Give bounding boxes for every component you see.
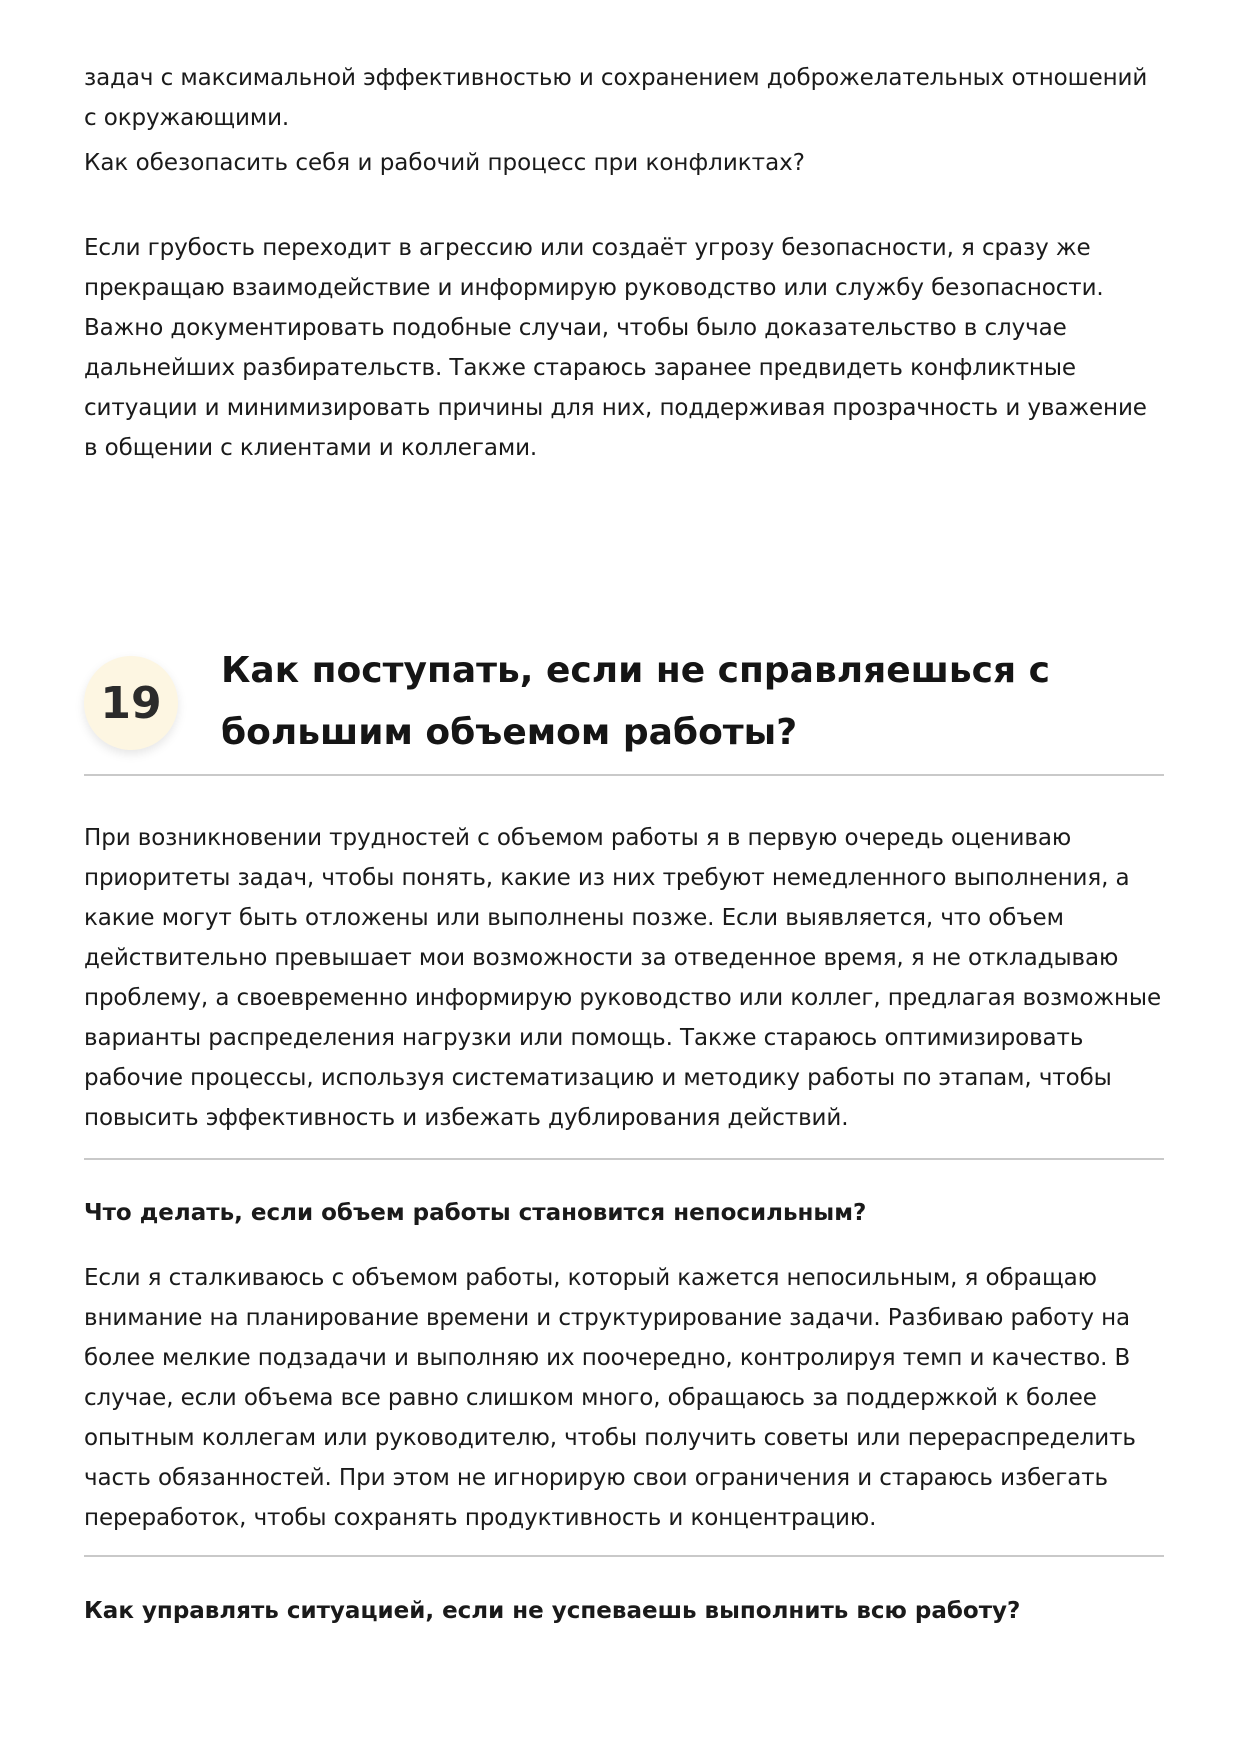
followup-answer: Если я сталкиваюсь с объемом работы, который кажется непосильным, я обращаю внимание на планирование времени и структурирование задачи. Разбиваю работу на более мелкие подзадачи и выполняю их поочередно, контролируя темп и качество. В случае, если объема все равно слишком много, обращаюсь за поддержкой к более опытным коллегам или руководителю, чтобы получить советы или перераспределить часть обязанностей. При этом не игнорирую свои ограничения и стараюсь избегать переработок, чтобы сохранять продуктивность и концентрацию. [84, 1265, 1136, 1531]
intro-question: Как обезопасить себя и рабочий процесс при конфликтах? [84, 150, 805, 176]
divider [84, 1555, 1164, 1557]
intro-block [84, 58, 1164, 138]
section-title: Как поступать, если не справляешься с большим объемом работы? [221, 650, 1050, 753]
intro-answer: Если грубость переходит в агрессию или создаёт угрозу безопасности, я сразу же прекращаю взаимодействие и информирую руководство или службу безопасности. Важно документировать подобные случаи, чтобы было доказательство в случае дальнейших разбирательств. Также стараюсь заранее предвидеть конфликтные ситуации и минимизировать причины для них, поддерживая прозрачность и уважение в общении с клиентами и коллегами. [84, 235, 1147, 461]
followup-2 [84, 1591, 1164, 1631]
followup-1 [84, 1193, 1164, 1233]
followup-1-answer-block [84, 1258, 1164, 1538]
section-header [84, 650, 1164, 776]
section-number-badge: 19 [84, 656, 178, 750]
followup-question: Что делать, если объем работы становится непосильным? [84, 1200, 867, 1226]
intro-answer-block [84, 228, 1164, 468]
intro-continuation: задач с максимальной эффективностью и сохранением доброжелательных отношений с окружающими. [84, 65, 1148, 131]
intro-question-block [84, 143, 1164, 183]
section-answer-block [84, 818, 1164, 1138]
section-answer: При возникновении трудностей с объемом работы я в первую очередь оцениваю приоритеты задач, чтобы понять, какие из них требуют немедленного выполнения, а какие могут быть отложены или выполнены позже. Если выявляется, что объем действительно превышает мои возможности за отведенное время, я не откладываю проблему, а своевременно информирую руководство или коллег, предлагая возможные варианты распределения нагрузки или помощь. Также стараюсь оптимизировать рабочие процессы, используя систематизацию и методику работы по этапам, чтобы повысить эффективность и избежать дублирования действий. [84, 825, 1161, 1131]
divider [84, 1158, 1164, 1160]
followup-question: Как управлять ситуацией, если не успеваешь выполнить всю работу? [84, 1598, 1021, 1624]
